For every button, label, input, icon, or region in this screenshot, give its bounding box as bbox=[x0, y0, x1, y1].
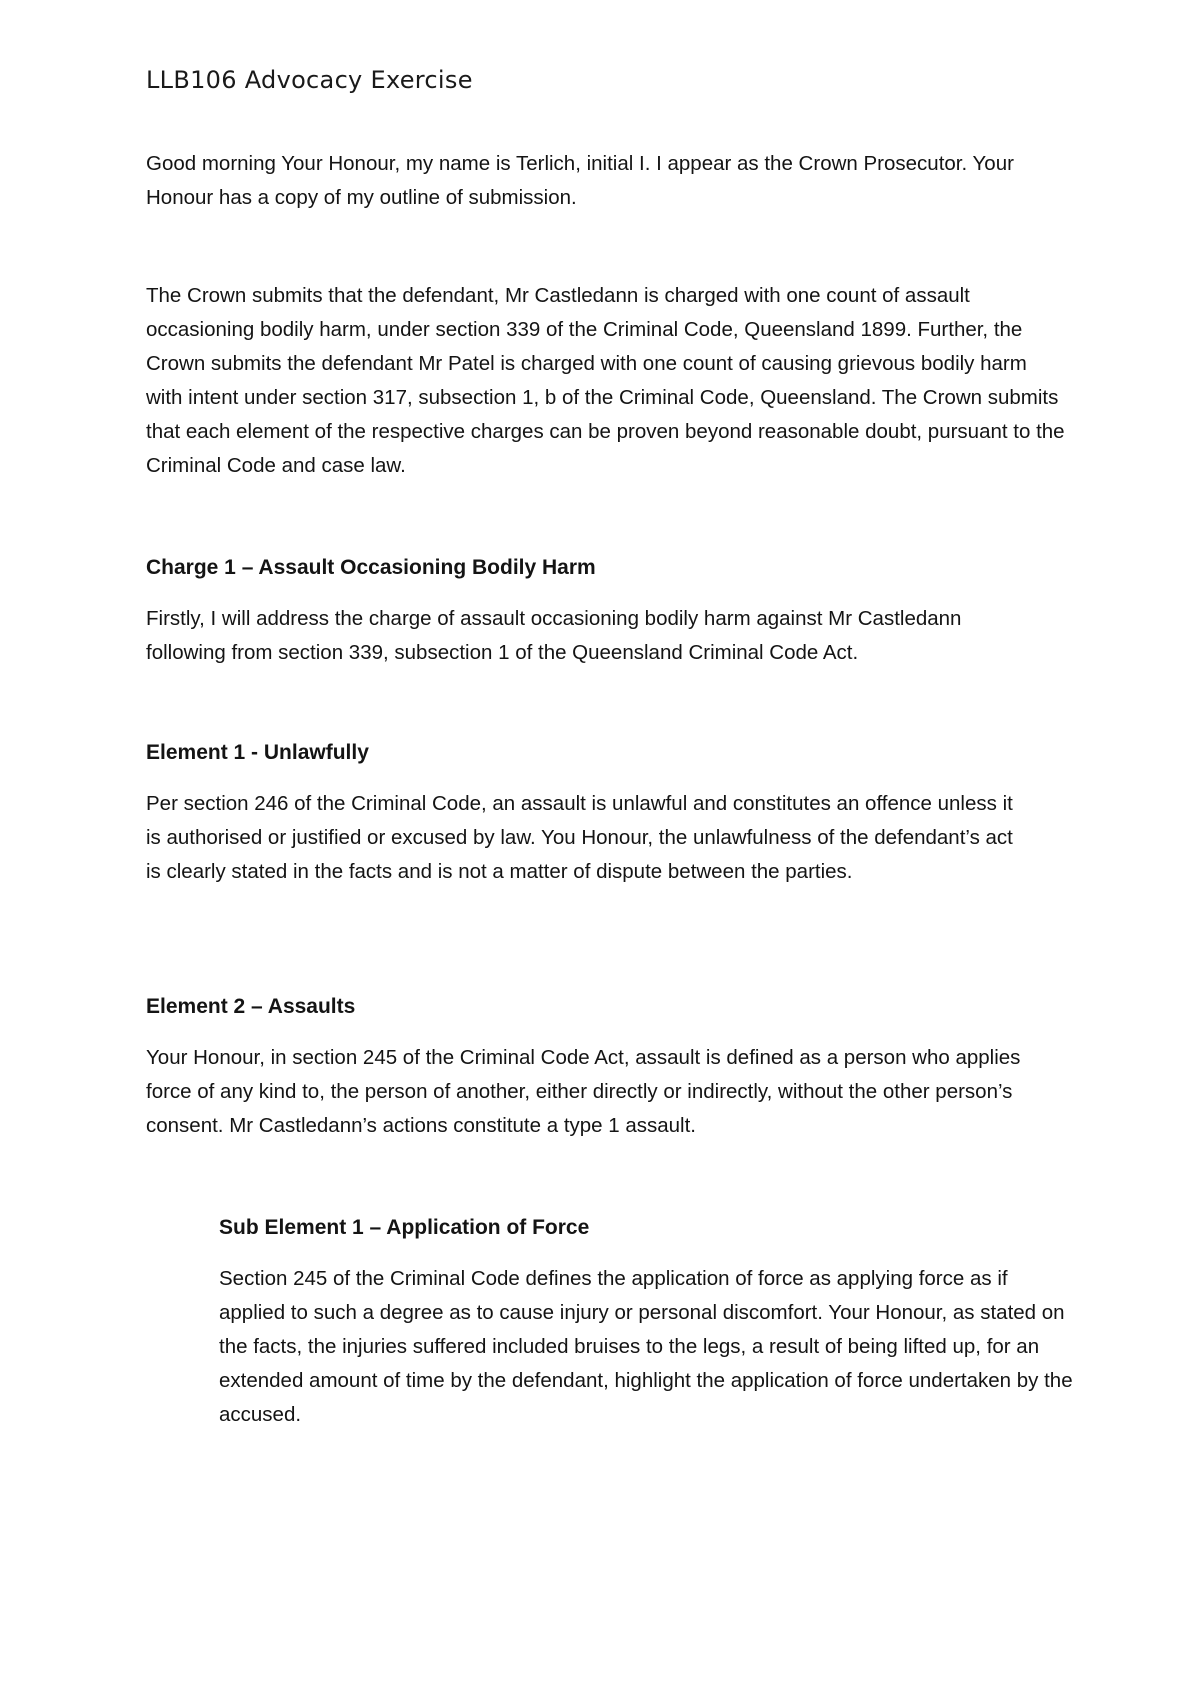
sub-element-1-paragraph: Section 245 of the Criminal Code defines the application of force as applying force as if applied to such a degree as to cause injury or personal discomfort. Your Honour, as stated on the facts, the injuries suffered included bruises to the legs, a result of being lifted up, for an extended amount of time by the defendant, highlight the application of force undertaken by the accused. bbox=[219, 1267, 1073, 1426]
document-title: LLB106 Advocacy Exercise bbox=[146, 66, 473, 94]
summary-paragraph: The Crown submits that the defendant, Mr Castledann is charged with one count of assault occasioning bodily harm, under section 339 of the Criminal Code, Queensland 1899. Further, the Crown submits the defendant Mr Patel is charged with one count of causing grievous bodily harm with intent under section 317, subsection 1, b of the Criminal Code, Queensland. The Crown submits that each element of the respective charges can be proven beyond reasonable doubt, pursuant to the Criminal Code and case law. bbox=[146, 284, 1065, 477]
intro-paragraph: Good morning Your Honour, my name is Terlich, initial I. I appear as the Crown Prosecutor. Your Honour has a copy of my outline of submission. bbox=[146, 152, 1014, 209]
element-2-heading: Element 2 – Assaults bbox=[146, 995, 356, 1018]
element-2-paragraph: Your Honour, in section 245 of the Criminal Code Act, assault is defined as a person who applies force of any kind to, the person of another, either directly or indirectly, without the other person’s consent. Mr Castledann’s actions constitute a type 1 assault. bbox=[146, 1046, 1021, 1137]
sub-element-1-heading: Sub Element 1 – Application of Force bbox=[219, 1216, 590, 1239]
charge-1-paragraph: Firstly, I will address the charge of assault occasioning bodily harm against Mr Castledann following from section 339, subsection 1 of the Queensland Criminal Code Act. bbox=[146, 607, 962, 664]
charge-1-heading: Charge 1 – Assault Occasioning Bodily Harm bbox=[146, 556, 596, 579]
element-1-heading: Element 1 - Unlawfully bbox=[146, 741, 369, 764]
element-1-paragraph: Per section 246 of the Criminal Code, an assault is unlawful and constitutes an offence unless it is authorised or justified or excused by law. You Honour, the unlawfulness of the defendant’s act is clearly stated in the facts and is not a matter of dispute between the parties. bbox=[146, 792, 1013, 883]
